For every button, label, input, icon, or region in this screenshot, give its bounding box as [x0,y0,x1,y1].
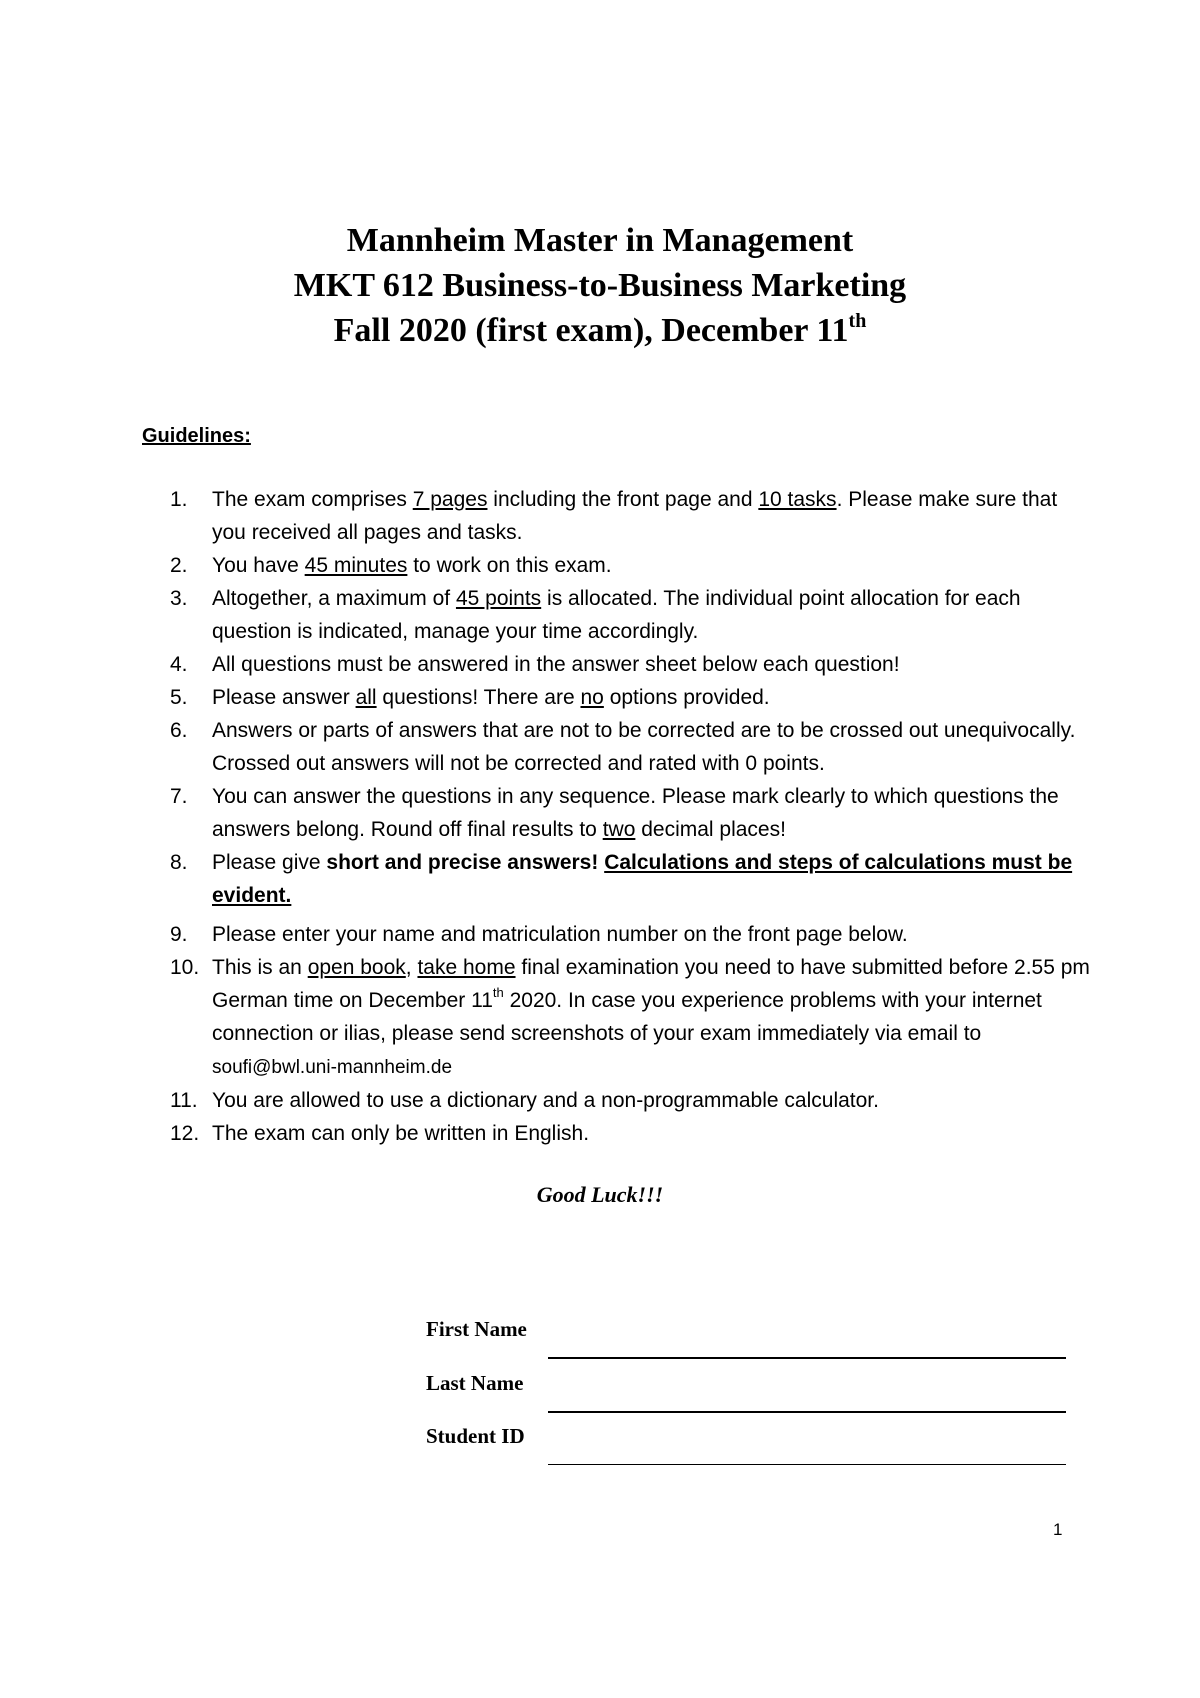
list-number: 1. [170,488,188,511]
program-title: Mannheim Master in Management [346,222,854,259]
list-number: 2. [170,554,188,577]
list-number: 12. [170,1122,200,1145]
guideline-item-10: 10. This is an open book, take home final examination you need to have submitted before 2.55 pm German time on December 11th 2020. In case you experience problems with your internet connection or ilias, please send screenshots of your exam immediately via email to soufi@bwl.uni-mannheim.de [170,951,1090,1084]
page-number: 1 [1053,1520,1063,1539]
guideline-item-4: 4. All questions must be answered in the answer sheet below each question! [170,648,1090,681]
list-number: 4. [170,653,188,676]
guideline-item-12: 12. The exam can only be written in English. [170,1117,1090,1150]
guidelines-list [170,483,1090,1150]
guideline-item-9: 9. Please enter your name and matriculation number on the front page below. [170,918,1090,951]
student-id-field[interactable] [548,1464,1066,1465]
guideline-item-2: 2. You have 45 minutes to work on this exam. [170,549,1090,582]
guideline-item-7: 7. You can answer the questions in any sequence. Please mark clearly to which questions the answers belong. Round off final results to two decimal places! [170,780,1090,846]
guideline-item-8: 8. Please give short and precise answers! Calculations and steps of calculations must be evident. [170,846,1090,912]
course-title: MKT 612 Business-to-Business Marketing [293,267,907,304]
list-number: 8. [170,851,188,874]
last-name-field[interactable] [548,1411,1066,1413]
exam-title-block [0,218,1200,353]
first-name-field[interactable] [548,1357,1066,1359]
guideline-item-3: 3. Altogether, a maximum of 45 points is allocated. The individual point allocation for each question is indicated, manage your time accordingly. [170,582,1090,648]
list-number: 7. [170,785,188,808]
exam-date-title: Fall 2020 (first exam), December 11th [333,309,867,349]
guideline-item-6: 6. Answers or parts of answers that are not to be corrected are to be crossed out unequivocally. Crossed out answers will not be corrected and rated with 0 points. [170,714,1090,780]
list-number: 3. [170,587,188,610]
list-number: 5. [170,686,188,709]
good-luck-text: Good Luck!!! [536,1182,664,1207]
last-name-row [426,1371,1066,1411]
list-number: 10. [170,956,200,979]
guideline-item-1: 1. The exam comprises 7 pages including the front page and 10 tasks. Please make sure that you received all pages and tasks. [170,483,1090,549]
list-number: 9. [170,923,188,946]
student-id-row [426,1424,1066,1464]
guideline-item-5: 5. Please answer all questions! There are no options provided. [170,681,1090,714]
contact-email[interactable]: soufi@bwl.uni-mannheim.de [212,1057,453,1078]
guidelines-heading: Guidelines: [142,425,251,447]
student-id-label: Student ID [426,1424,525,1448]
first-name-label: First Name [426,1317,527,1341]
guideline-item-11: 11. You are allowed to use a dictionary and a non-programmable calculator. [170,1084,1090,1117]
first-name-row [426,1317,1066,1357]
list-number: 6. [170,719,188,742]
list-number: 11. [170,1089,198,1112]
last-name-label: Last Name [426,1371,524,1395]
